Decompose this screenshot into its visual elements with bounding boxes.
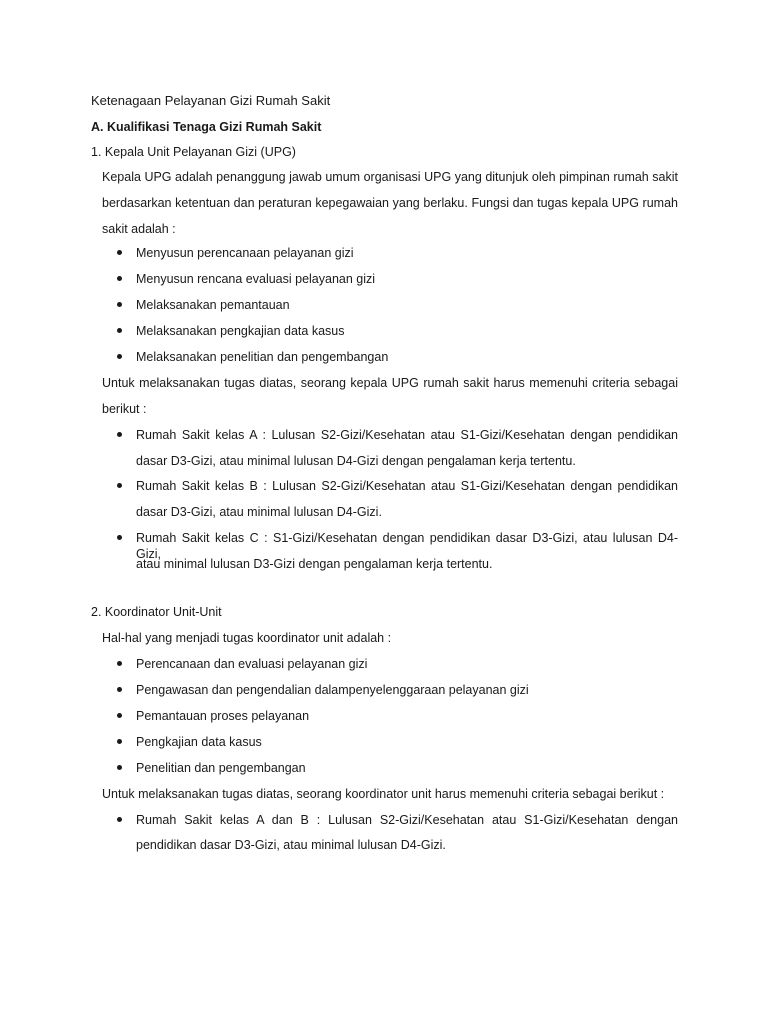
bullet-icon [117,250,122,255]
section-1-heading: 1. Kepala Unit Pelayanan Gizi (UPG) [91,145,296,159]
list-item-continuation: dasar D3-Gizi, atau minimal lulusan D4-Gizi. [136,505,382,519]
list-item-continuation: dasar D3-Gizi, atau minimal lulusan D4-Gizi dengan pengalaman kerja tertentu. [136,454,576,468]
bullet-icon [117,739,122,744]
bullet-icon [117,817,122,822]
paragraph-line: Kepala UPG adalah penanggung jawab umum organisasi UPG yang ditunjuk oleh pimpinan rumah sakit [102,170,678,184]
list-item: Pengawasan dan pengendalian dalampenyelenggaraan pelayanan gizi [136,683,529,697]
bullet-icon [117,328,122,333]
list-item: Penelitian dan pengembangan [136,761,306,775]
list-item: Rumah Sakit kelas A : Lulusan S2-Gizi/Kesehatan atau S1-Gizi/Kesehatan dengan pendidikan [136,428,678,442]
list-item: Melaksanakan pemantauan [136,298,290,312]
list-item: Melaksanakan penelitian dan pengembangan [136,350,389,364]
paragraph-line: Untuk melaksanakan tugas diatas, seorang kepala UPG rumah sakit harus memenuhi criteria sebagai [102,376,678,390]
paragraph-line: Untuk melaksanakan tugas diatas, seorang koordinator unit harus memenuhi criteria sebagai berikut : [102,787,665,801]
bullet-icon [117,535,122,540]
list-item-continuation: pendidikan dasar D3-Gizi, atau minimal lulusan D4-Gizi. [136,838,446,852]
bullet-icon [117,276,122,281]
bullet-icon [117,661,122,666]
paragraph-line: berikut : [102,402,147,416]
list-item-continuation: atau minimal lulusan D3-Gizi dengan pengalaman kerja tertentu. [136,557,493,571]
bullet-icon [117,483,122,488]
section-a-heading: A. Kualifikasi Tenaga Gizi Rumah Sakit [91,120,322,134]
list-item: Pengkajian data kasus [136,735,262,749]
section-2-heading: 2. Koordinator Unit-Unit [91,605,222,619]
list-item: Melaksanakan pengkajian data kasus [136,324,345,338]
list-item: Rumah Sakit kelas B : Lulusan S2-Gizi/Kesehatan atau S1-Gizi/Kesehatan dengan pendidikan [136,479,678,493]
list-item: Pemantauan proses pelayanan [136,709,310,723]
list-item: Menyusun perencanaan pelayanan gizi [136,246,354,260]
document-title: Ketenagaan Pelayanan Gizi Rumah Sakit [91,93,331,108]
bullet-icon [117,765,122,770]
bullet-icon [117,354,122,359]
bullet-icon [117,302,122,307]
bullet-icon [117,432,122,437]
list-item: Rumah Sakit kelas A dan B : Lulusan S2-Gizi/Kesehatan atau S1-Gizi/Kesehatan dengan [136,813,678,827]
paragraph-line: berdasarkan ketentuan dan peraturan kepegawaian yang berlaku. Fungsi dan tugas kepala UPG rumah [102,196,678,210]
list-item: Rumah Sakit kelas C : S1-Gizi/Kesehatan dengan pendidikan dasar D3-Gizi, atau lulusan D4-Gizi, [136,531,678,561]
paragraph-line: sakit adalah : [102,222,176,236]
list-item: Menyusun rencana evaluasi pelayanan gizi [136,272,376,286]
bullet-icon [117,713,122,718]
list-item: Perencanaan dan evaluasi pelayanan gizi [136,657,368,671]
bullet-icon [117,687,122,692]
paragraph-line: Hal-hal yang menjadi tugas koordinator unit adalah : [102,631,392,645]
